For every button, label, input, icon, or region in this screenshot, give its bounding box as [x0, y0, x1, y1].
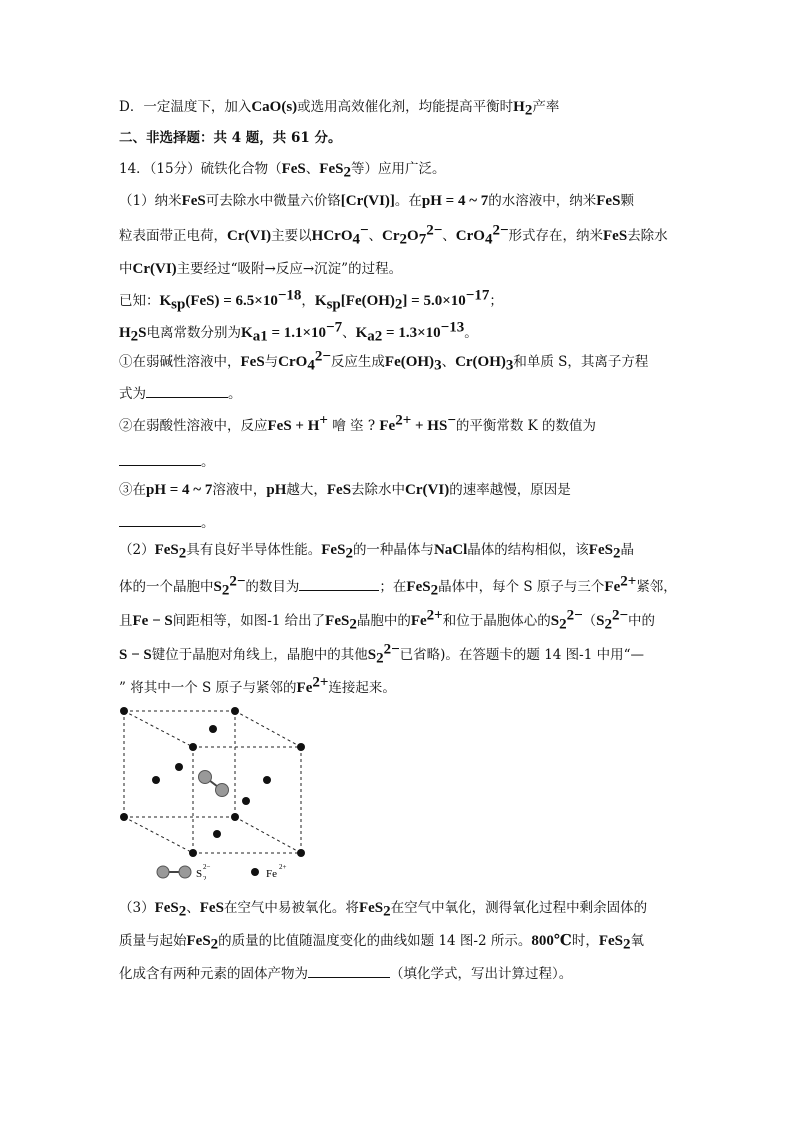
- crystal-cell-figure: [112, 700, 312, 880]
- answer-blank[interactable]: [146, 383, 228, 398]
- text-line: 。: [119, 451, 215, 472]
- section-heading: 二、非选择题：共 4 题，共 61 分。: [119, 130, 342, 146]
- text-line: 且Fe − S间距相等，如图-1 给出了FeS$_2$晶胞中的$Fe^{2+}$和位于晶胞体心的$S_2^{2-}(S_2^{2-}$中的: [119, 607, 656, 633]
- text-line: 中Cr(VI)主要经过“吸附→反应→沉淀”的过程。: [119, 261, 403, 277]
- text-line: 式为 。: [119, 383, 242, 404]
- text-line: 质量与起始FeS$_2$的质量的比值随温度变化的曲线如题 14 图-2 所示。800℃时，FeS$_2$氧: [119, 933, 645, 953]
- text-line: （1）纳米FeS可去除水中微量六价铬[Cr(VI)]。在pH = 4 ~ 7的水溶液中，纳米FeS颗: [119, 193, 634, 209]
- svg-text:2+: 2+: [279, 863, 287, 871]
- svg-text:Fe: Fe: [266, 868, 277, 880]
- answer-blank[interactable]: [299, 576, 379, 591]
- text-line: S − S键位于晶胞对角线上，晶胞中的其他$S_2^{2-}$已省略)。在答题卡的题 14 图-1 中用“—: [119, 641, 645, 667]
- svg-text:2: 2: [203, 875, 207, 880]
- text-line: D．一定温度下，加入CaO(s)或选用高效催化剂，均能提高平衡时$H_2$产率: [119, 99, 560, 119]
- text-line: 化成含有两种元素的固体产物为 （填化学式，写出计算过程）。: [119, 963, 572, 984]
- text-line: （2）FeS$_2$具有良好半导体性能。FeS$_2$的一种晶体与NaCl晶体的结构相似，该FeS$_2$晶: [119, 542, 634, 562]
- text-line: 粒表面带正电荷，Cr(VI)主要以HCrO$_4$−、$Cr_2O_7^{2-}$、CrO$_4^{2-}$形式存在，纳米FeS去除水: [119, 222, 668, 248]
- legend-fe: [251, 863, 287, 880]
- legend-s2: [157, 863, 211, 880]
- text-line: 。: [119, 512, 215, 533]
- text-line: 已知：$K_{sp}(FeS) = 6.5\times 10^{-18}$，$K_{sp}[Fe(OH)_2] = 5.0\times 10^{-17}$；: [119, 287, 503, 313]
- answer-blank[interactable]: [308, 963, 390, 978]
- text-line: （3）FeS$_2$、FeS在空气中易被氧化。将FeS$_2$在空气中氧化，测得氧化过程中剩余固体的: [119, 900, 648, 920]
- text-line: $H_2S$电离常数分别为$K_{a1} = 1.1\times 10^{-7}$、$K_{a2} = 1.3\times 10^{-13}$。: [119, 319, 478, 345]
- text-line: ①在弱碱性溶液中，FeS与CrO$_4^{2-}$反应生成$Fe(OH)_3$、$Cr(OH)_3$和单质 S，其离子方程: [119, 348, 649, 374]
- svg-text:S: S: [196, 868, 203, 880]
- text-line: 体的一个晶胞中$S_2^{2-}$的数目为 ；在FeS$_2$晶体中，每个 S 原子与三个$Fe^{2+}$紧邻，: [119, 573, 677, 599]
- answer-blank[interactable]: [119, 451, 201, 466]
- s2-dimer: [199, 771, 229, 797]
- text-line: ③在pH = 4 ~ 7溶液中，pH越大，FeS去除水中Cr(VI)的速率越慢，原因是: [119, 482, 571, 498]
- text-line: ②在弱酸性溶液中，反应FeS + H+ 噲 垐 ? $Fe^{2+} + HS^-$的平衡常数 K 的数值为: [119, 412, 597, 434]
- question-title: 14．（15分）硫铁化合物（FeS、FeS$_2$等）应用广泛。: [119, 161, 446, 181]
- text-line: ” 将其中一个 S 原子与紧邻的$Fe^{2+}$连接起来。: [119, 674, 396, 696]
- svg-text:2−: 2−: [203, 863, 211, 871]
- answer-blank[interactable]: [119, 512, 201, 527]
